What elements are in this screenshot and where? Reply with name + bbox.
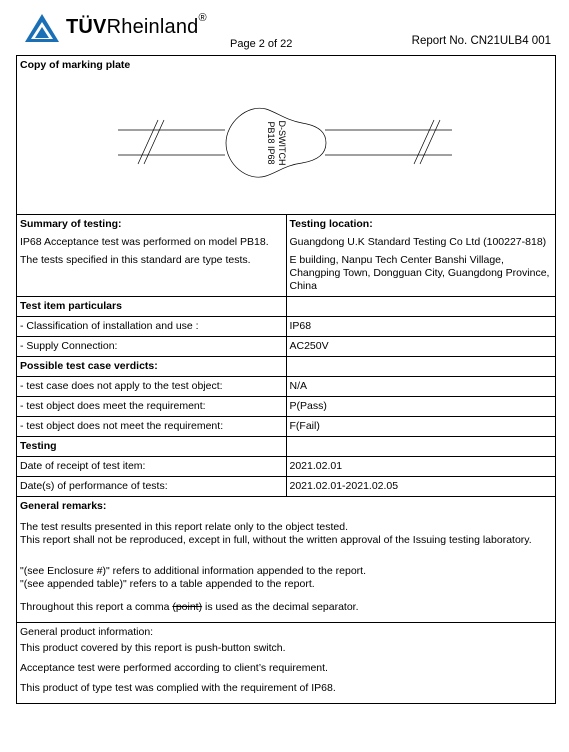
table-row: Date(s) of performance of tests: 2021.02.01-2021.02.05 — [17, 477, 556, 497]
summary-location-row — [17, 215, 556, 297]
general-remarks: General remarks: The test results presented in this report relate only to the object tested. This report shall not be reproduced, except in full, without the written approval of the Issuing testing laboratory. "(see Enclosure #)" refers to additional information appended to the report. "(see appended table)" refers to a table appended to the report. Throughout this report a comma (point) is used as the decimal separator. — [17, 497, 556, 623]
marking-plate-heading: Copy of marking plate — [20, 59, 131, 71]
testing-heading-row: Testing — [17, 437, 556, 457]
general-remarks-row — [17, 497, 556, 623]
particulars-heading-row: Test item particulars — [17, 297, 556, 317]
plate-text-line1: D-SWITCH — [277, 120, 287, 166]
tuv-triangle-logo-icon — [24, 13, 60, 43]
page-number: Page 2 of 22 — [230, 38, 293, 50]
testing-location: Testing location: Guangdong U.K Standard Testing Co Ltd (100227-818) E building, Nanpu Tech Center Banshi Village, Changping Town, Dongguan City, Guangdong Province, China — [286, 215, 556, 297]
report-number: Report No. CN21ULB4 001 — [411, 35, 551, 47]
marking-plate-drawing — [20, 72, 552, 206]
verdicts-heading-row: Possible test case verdicts: — [17, 357, 556, 377]
table-row: - test object does meet the requirement: P(Pass) — [17, 397, 556, 417]
product-info-row — [17, 623, 556, 704]
brand-name: TÜVRheinland® — [66, 12, 207, 38]
table-row: - test case does not apply to the test object: N/A — [17, 377, 556, 397]
page-header — [0, 0, 569, 54]
table-row: Date of receipt of test item: 2021.02.01 — [17, 457, 556, 477]
table-row: - test object does not meet the requirement: F(Fail) — [17, 417, 556, 437]
table-row: - Supply Connection: AC250V — [17, 337, 556, 357]
report-table — [16, 55, 556, 704]
table-row: - Classification of installation and use : IP68 — [17, 317, 556, 337]
summary-of-testing: Summary of testing: IP68 Acceptance test was performed on model PB18. The tests specified in this standard are type tests. — [17, 215, 287, 297]
general-product-info: General product information: This product covered by this report is push-button switch. Acceptance test were performed according to client’s requirement. This product of type test was complied with the requirement of IP68. — [17, 623, 556, 704]
marking-plate-row — [17, 56, 556, 215]
plate-text-line2: PB18 IP68 — [266, 121, 276, 165]
